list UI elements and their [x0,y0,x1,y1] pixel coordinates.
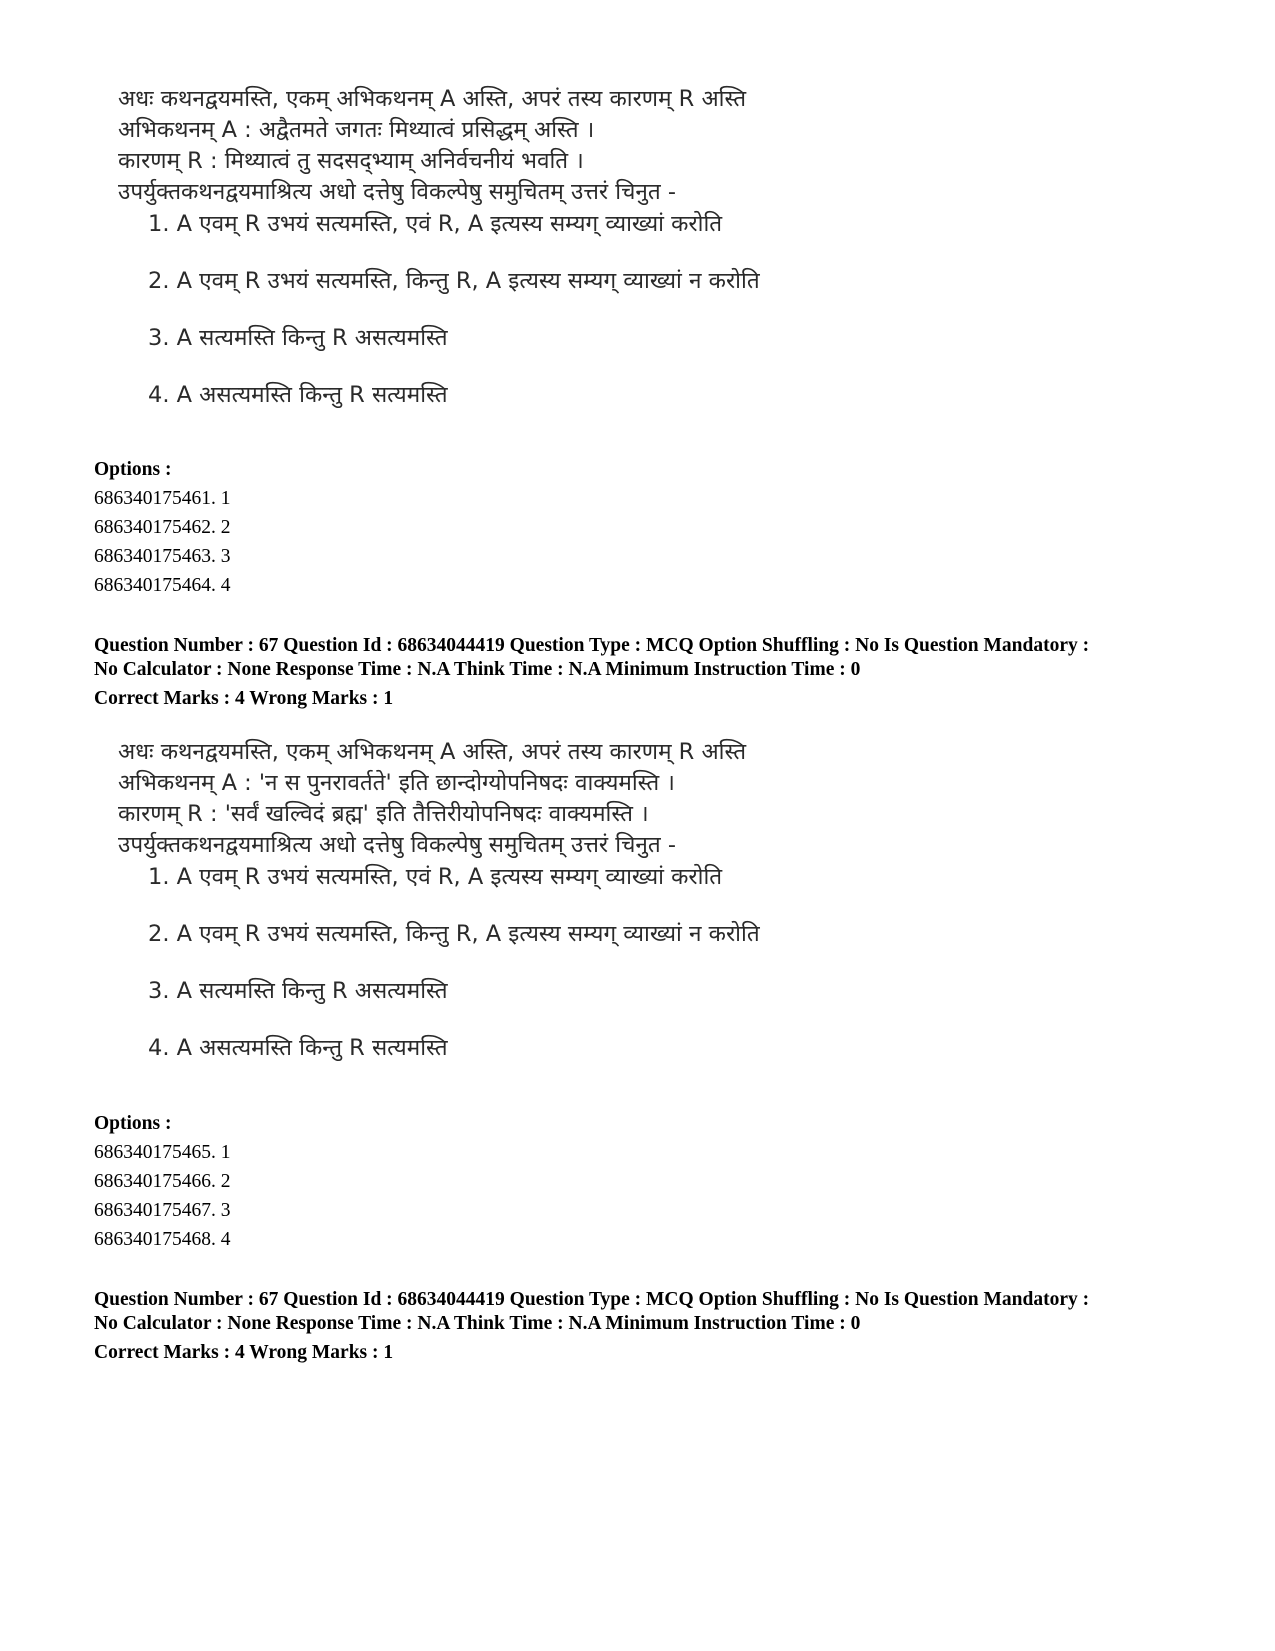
reason-line: कारणम् R : मिथ्यात्वं तु सदसद्भ्याम् अनिर्वचनीयं भवति । [118,148,584,174]
marks-line: Correct Marks : 4 Wrong Marks : 1 [94,688,394,709]
question-meta-1 [94,634,1089,711]
option-item: 686340175466. 2 [94,1171,231,1192]
choice-2: 2. A एवम् R उभयं सत्यमस्ति, किन्तु R, A इत्यस्य सम्यग् व्याख्यां न करोति [148,921,760,947]
choice-3: 3. A सत्यमस्ति किन्तु R असत्यमस्ति [148,978,448,1004]
reason-line: कारणम् R : 'सर्वं खल्विदं ब्रह्म' इति तैत्तिरीयोपनिषदः वाक्यमस्ति । [118,801,649,827]
question-meta-2 [94,1288,1089,1365]
option-item: 686340175464. 4 [94,575,231,596]
choice-4: 4. A असत्यमस्ति किन्तु R सत्यमस्ति [148,382,448,408]
question-2-text [118,737,878,1089]
marks-line: Correct Marks : 4 Wrong Marks : 1 [94,1342,394,1363]
question-1-text [118,84,878,436]
choice-3: 3. A सत्यमस्ति किन्तु R असत्यमस्ति [148,325,448,351]
question-statement-line: अधः कथनद्वयमस्ति, एकम् अभिकथनम् A अस्ति, अपरं तस्य कारणम् R अस्ति [118,739,747,765]
question-meta-line: No Calculator : None Response Time : N.A Think Time : N.A Minimum Instruction Time : 0 [94,659,861,680]
choice-4: 4. A असत्यमस्ति किन्तु R सत्यमस्ति [148,1035,448,1061]
options-list-1 [94,455,231,600]
option-item: 686340175467. 3 [94,1200,231,1221]
choice-1: 1. A एवम् R उभयं सत्यमस्ति, एवं R, A इत्यस्य सम्यग् व्याख्यां करोति [148,864,723,890]
option-item: 686340175462. 2 [94,517,231,538]
choice-1: 1. A एवम् R उभयं सत्यमस्ति, एवं R, A इत्यस्य सम्यग् व्याख्यां करोति [148,211,723,237]
choice-2: 2. A एवम् R उभयं सत्यमस्ति, किन्तु R, A इत्यस्य सम्यग् व्याख्यां न करोति [148,268,760,294]
options-list-2 [94,1109,231,1254]
option-item: 686340175465. 1 [94,1142,231,1163]
question-meta-line: Question Number : 67 Question Id : 68634044419 Question Type : MCQ Option Shuffling : No Is Question Mandatory : [94,1289,1090,1310]
option-item: 686340175463. 3 [94,546,231,567]
question-statement-line: अधः कथनद्वयमस्ति, एकम् अभिकथनम् A अस्ति, अपरं तस्य कारणम् R अस्ति [118,86,747,112]
instruction-line: उपर्युक्तकथनद्वयमाश्रित्य अधो दत्तेषु विकल्पेषु समुचितम् उत्तरं चिनुत - [118,179,676,205]
option-item: 686340175461. 1 [94,488,231,509]
assertion-line: अभिकथनम् A : अद्वैतमते जगतः मिथ्यात्वं प्रसिद्धम् अस्ति । [118,117,595,143]
question-meta-line: Question Number : 67 Question Id : 68634044419 Question Type : MCQ Option Shuffling : No Is Question Mandatory : [94,635,1090,656]
options-header: Options : [94,459,172,480]
options-header: Options : [94,1113,172,1134]
question-meta-line: No Calculator : None Response Time : N.A Think Time : N.A Minimum Instruction Time : 0 [94,1313,861,1334]
assertion-line: अभिकथनम् A : 'न स पुनरावर्तते' इति छान्दोग्योपनिषदः वाक्यमस्ति । [118,770,675,796]
option-item: 686340175468. 4 [94,1229,231,1250]
instruction-line: उपर्युक्तकथनद्वयमाश्रित्य अधो दत्तेषु विकल्पेषु समुचितम् उत्तरं चिनुत - [118,832,676,858]
